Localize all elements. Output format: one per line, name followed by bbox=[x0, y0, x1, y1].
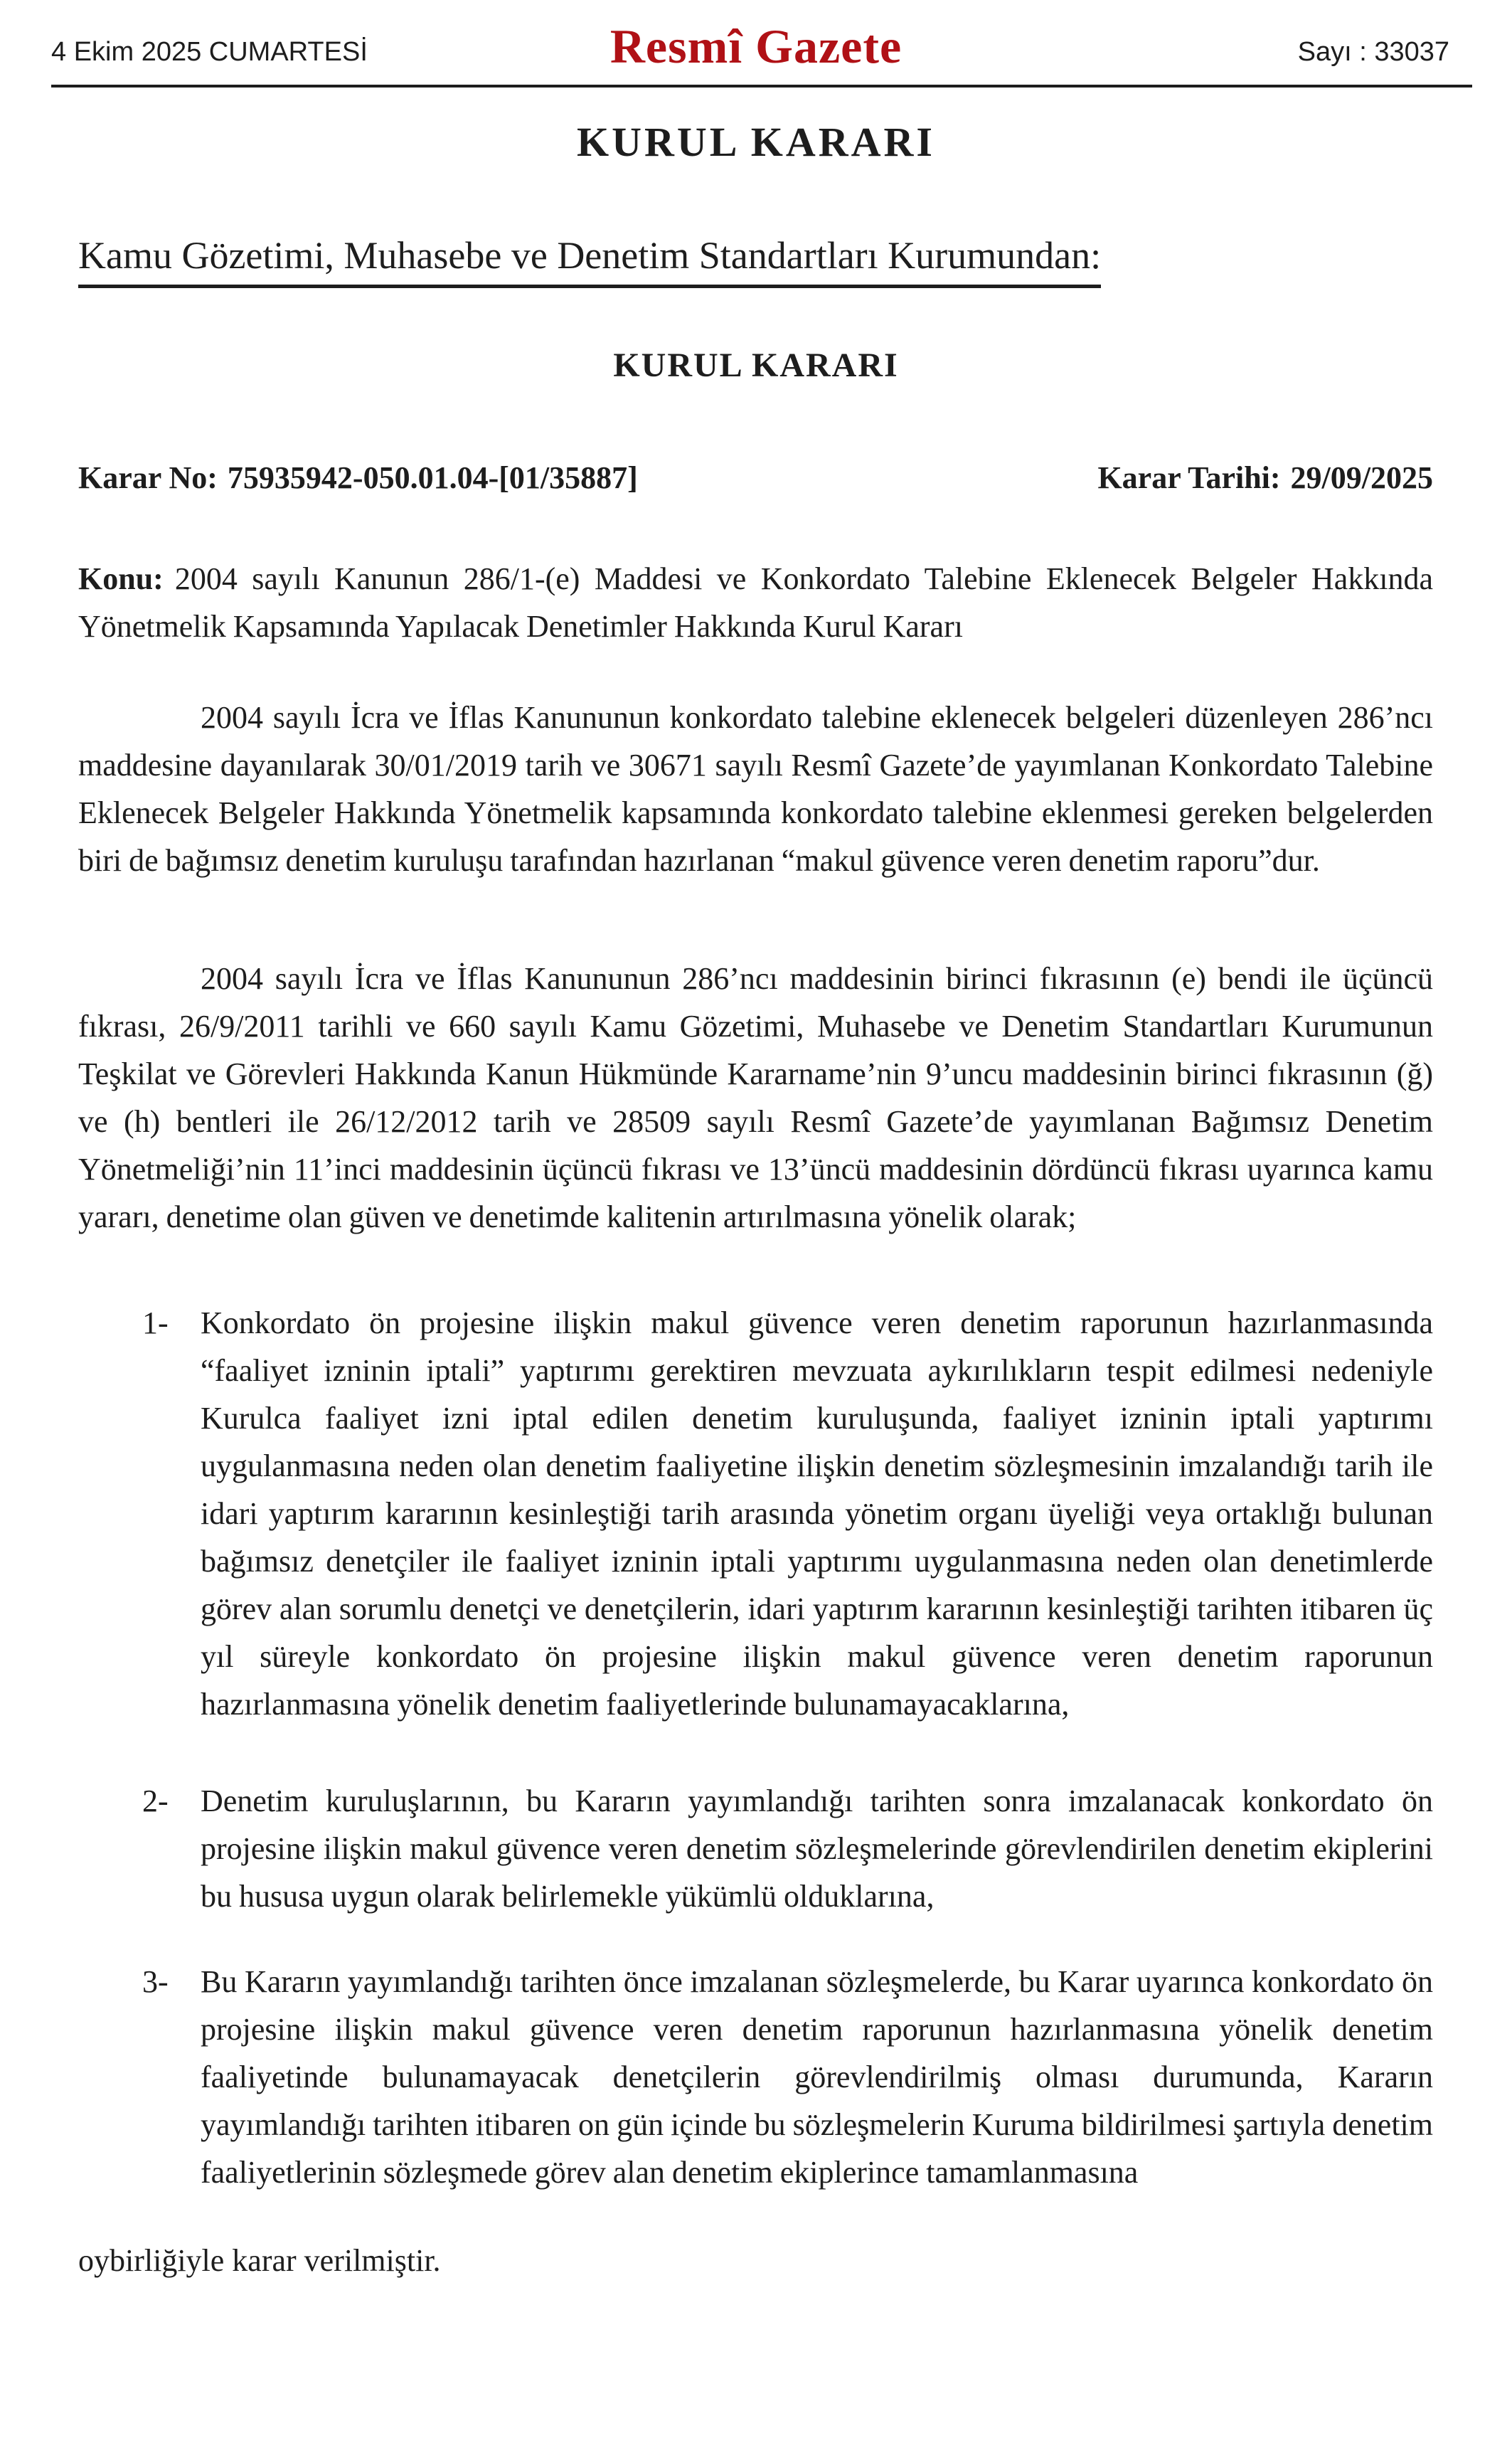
subject-text: 2004 sayılı Kanunun 286/1-(e) Maddesi ve Konkordato Talebine Eklenecek Belgeler Hakkında Yönetmelik Kapsamında Yapılacak Denetimler Hakkında Kurul Kararı bbox=[78, 561, 1433, 644]
decision-number bbox=[78, 460, 638, 496]
item-number: 2- bbox=[142, 1784, 169, 1818]
body-paragraph: 2004 sayılı İcra ve İflas Kanununun 286’ncı maddesinin birinci fıkrasının (e) bendi ile üçüncü fıkrası, 26/9/2011 tarihli ve 660 sayılı Kamu Gözetimi, Muhasebe ve Denetim Standartları Kurumunun Teşkilat ve Görevleri Hakkında Kanun Hükmünde Kararname’nin 9’uncu maddesinin birinci fıkrasının (ğ) ve (h) bentleri ile 26/12/2012 tarih ve 28509 sayılı Resmî Gazete’de yayımlanan Bağımsız Denetim Yönetmeliği’nin 11’inci maddesinin üçüncü fıkrası ve 13’üncü maddesinin dördüncü fıkrası uyarınca kamu yararı, denetime olan güven ve denetimde kalitenin artırılmasına yönelik olarak; bbox=[78, 961, 1433, 1234]
decision-meta-row bbox=[78, 460, 1433, 496]
decision-item bbox=[78, 1777, 1433, 1920]
issuing-authority-text: Kamu Gözetimi, Muhasebe ve Denetim Standartları Kurumundan: bbox=[78, 233, 1101, 288]
gazette-title: Resmî Gazete bbox=[609, 19, 903, 73]
masthead-divider bbox=[51, 85, 1472, 88]
item-number: 3- bbox=[142, 1964, 169, 1999]
item-text: Denetim kuruluşlarının, bu Kararın yayımlandığı tarihten sonra imzalanacak konkordato ön projesine ilişkin makul güvence veren denetim sözleşmelerinde görevlendirilen denetim ekiplerini bu hususa uygun olarak belirlemekle yükümlü olduklarına, bbox=[201, 1784, 1433, 1914]
item-text: Bu Kararın yayımlandığı tarihten önce imzalanan sözleşmelerde, bu Karar uyarınca konkordato ön projesine ilişkin makul güvence veren denetim raporunun hazırlanmasına yönelik denetim faaliyetinde bulunamayacak denetçilerin görevlendirilmiş olması durumunda, Kararın yayımlandığı tarihten itibaren on gün içinde bu sözleşmelerin Kuruma bildirilmesi şartıyla denetim faaliyetlerinin sözleşmede görev alan denetim ekiplerince tamamlanmasına bbox=[201, 1964, 1433, 2190]
closing-statement: oybirliğiyle karar verilmiştir. bbox=[78, 2243, 441, 2278]
decision-date-label: Karar Tarihi: bbox=[1097, 460, 1281, 495]
decision-number-label: Karar No: bbox=[78, 460, 218, 495]
item-number: 1- bbox=[142, 1305, 169, 1340]
section-title: KURUL KARARI bbox=[577, 119, 935, 165]
decision-item bbox=[78, 1958, 1433, 2196]
gazette-date: 4 Ekim 2025 CUMARTESİ bbox=[51, 37, 368, 67]
decision-item bbox=[78, 1299, 1433, 1728]
decision-number-value: 75935942-050.01.04-[01/35887] bbox=[227, 460, 638, 495]
gazette-issue-number: Sayı : 33037 bbox=[1297, 37, 1449, 67]
item-text: Konkordato ön projesine ilişkin makul güvence veren denetim raporunun hazırlanmasında “faaliyet izninin iptali” yaptırımı gerektiren mevzuata aykırılıkların tespit edilmesi nedeniyle Kurulca faaliyet izni iptal edilen denetim kuruluşunda, faaliyet izninin iptali yaptırımı uygulanmasına neden olan denetim faaliyetine ilişkin denetim sözleşmesinin imzalandığı tarih ile idari yaptırım kararının kesinleştiği tarih arasında yönetim organı üyeliği veya ortaklığı bulunan bağımsız denetçiler ile faaliyet izninin iptali yaptırımı uygulanmasına neden olan denetimlerde görev alan sorumlu denetçi ve denetçilerin, idari yaptırım kararının kesinleştiği tarihten itibaren üç yıl süreyle konkordato ön projesine ilişkin makul güvence veren denetim raporunun hazırlanmasına yönelik denetim faaliyetlerinde bulunamayacaklarına, bbox=[201, 1305, 1433, 1722]
issuing-authority bbox=[78, 233, 1101, 288]
decision-date-value: 29/09/2025 bbox=[1290, 460, 1433, 495]
subject-paragraph bbox=[78, 555, 1433, 650]
decision-date bbox=[1097, 460, 1433, 496]
body-paragraph: 2004 sayılı İcra ve İflas Kanununun konkordato talebine eklenecek belgeleri düzenleyen 286’ncı maddesine dayanılarak 30/01/2019 tarih ve 30671 sayılı Resmî Gazete’de yayımlanan Konkordato Talebine Eklenecek Belgeler Hakkında Yönetmelik kapsamında konkordato talebine eklenmesi gereken belgelerden biri de bağımsız denetim kuruluşu tarafından hazırlanan “makul güvence veren denetim raporu”dur. bbox=[78, 700, 1433, 878]
subject-label: Konu: bbox=[78, 561, 164, 596]
decision-title: KURUL KARARI bbox=[613, 346, 899, 384]
